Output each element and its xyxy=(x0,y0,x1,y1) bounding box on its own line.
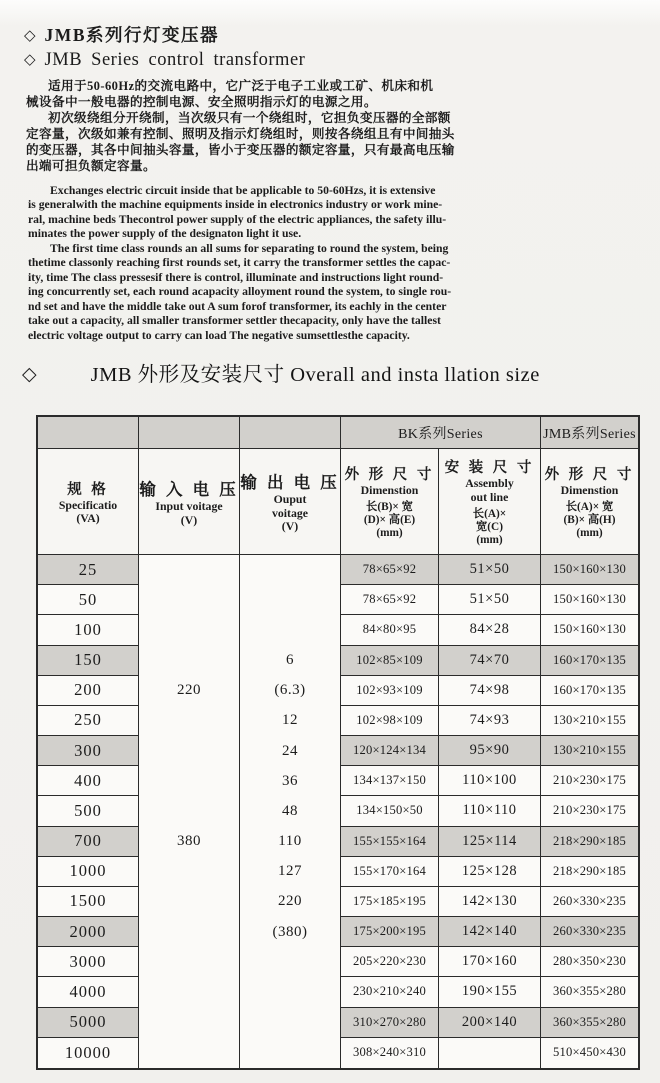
group-header-bk-series: BK系列Series xyxy=(341,417,541,448)
intro-zh-line: 适用于50-60Hz的交流电路中，它广泛于电子工业或工矿、机床和机 xyxy=(48,79,434,93)
assembly-outline-cell: 110×100 xyxy=(439,766,541,796)
assembly-outline-cell: 51×50 xyxy=(439,555,541,585)
size-table xyxy=(36,415,640,1070)
spec-cell: 400 xyxy=(38,766,139,796)
bk-dimension-cell: 84×80×95 xyxy=(341,615,439,645)
spec-cell: 300 xyxy=(38,736,139,766)
group-header-jmb-series: JMB系列Series xyxy=(543,426,636,442)
jmb-dimension-cell: 260×330×235 xyxy=(541,887,638,917)
output-voltage-value: 36 xyxy=(282,772,298,789)
section-title: JMB 外形及安装尺寸 Overall and insta llation size xyxy=(90,364,540,386)
spec-cell: 200 xyxy=(38,676,139,706)
assembly-outline-cell: 74×93 xyxy=(439,706,541,736)
jmb-dimension-cell: 130×210×155 xyxy=(541,706,638,736)
jmb-dimension-cell: 210×230×175 xyxy=(541,796,638,826)
intro-en-line: ral, machine beds Thecontrol power supply of the electric appliances, the safety illu- xyxy=(28,212,447,226)
bk-dimension-cell: 134×137×150 xyxy=(341,766,439,796)
assembly-outline-cell: 84×28 xyxy=(439,615,541,645)
output-voltage-value: 12 xyxy=(282,712,298,729)
intro-en-line: is generalwith the machine equipments inside in electronics industry or work mine- xyxy=(28,198,443,212)
jmb-dimension-cell: 360×355×280 xyxy=(541,1008,638,1038)
table-header-row xyxy=(38,449,638,555)
jmb-dimension-cell: 160×170×135 xyxy=(541,646,638,676)
group-header-blank xyxy=(240,417,341,448)
spec-cell: 1500 xyxy=(38,887,139,917)
bk-dimension-cell: 175×185×195 xyxy=(341,887,439,917)
col-header-assembly-outline: 安 装 尺 寸 Assembly out line 长(A)× 宽(C) (mm) xyxy=(439,449,541,554)
assembly-outline-cell: 110×110 xyxy=(439,796,541,826)
intro-en-line: ity, time The class pressesif there is control, illuminate and instructions light round- xyxy=(28,270,444,284)
intro-zh-line: 械设备中一般电器的控制电源、安全照明指示灯的电源之用。 xyxy=(26,94,377,109)
jmb-dimension-cell: 150×160×130 xyxy=(541,555,638,585)
output-voltage-value: 48 xyxy=(282,802,298,819)
output-voltage-value: 6 xyxy=(286,652,294,669)
bk-dimension-cell: 175×200×195 xyxy=(341,917,439,947)
intro-paragraph-en xyxy=(28,184,464,343)
section-heading xyxy=(22,357,540,387)
input-voltage-value: 380 xyxy=(177,833,201,850)
spec-cell: 1000 xyxy=(38,857,139,887)
group-header-blank xyxy=(38,417,139,448)
assembly-outline-cell: 170×160 xyxy=(439,947,541,977)
spec-cell: 500 xyxy=(38,796,139,826)
diamond-icon: ◇ xyxy=(22,364,37,385)
diamond-icon: ◇ xyxy=(24,52,36,68)
bk-dimension-cell: 310×270×280 xyxy=(341,1008,439,1038)
jmb-dimension-cell: 160×170×135 xyxy=(541,676,638,706)
intro-zh-line: 初次级绕组分开绕制，当次级只有一个绕组时，它担负变压器的全部额 xyxy=(48,110,451,125)
intro-paragraph-zh xyxy=(26,79,455,174)
output-voltage-column xyxy=(240,555,341,1068)
assembly-outline-cell: 125×114 xyxy=(439,827,541,857)
bk-dimension-cell: 134×150×50 xyxy=(341,796,439,826)
jmb-dimension-cell: 218×290×185 xyxy=(541,857,638,887)
bk-dimension-cell: 120×124×134 xyxy=(341,736,439,766)
bk-dimension-cell: 230×210×240 xyxy=(341,977,439,1007)
bk-dimension-cell: 102×85×109 xyxy=(341,646,439,676)
main-title-en: JMB Series control transformer xyxy=(44,50,306,70)
assembly-outline-cell: 142×140 xyxy=(439,917,541,947)
spec-cell: 700 xyxy=(38,827,139,857)
output-voltage-value: 24 xyxy=(282,742,298,759)
spec-cell: 50 xyxy=(38,585,139,615)
bk-dimension-cell: 155×170×164 xyxy=(341,857,439,887)
intro-en-line: electric voltage output to carry can load The negative sumsettlesthe capacity. xyxy=(28,328,410,342)
jmb-dimension-cell: 210×230×175 xyxy=(541,766,638,796)
col-header-bk-dimension: 外 形 尺 寸 Dimenstion 长(B)× 宽 (D)× 高(E) (mm) xyxy=(341,449,439,554)
intro-zh-line: 出端可担负额定容量。 xyxy=(26,158,156,173)
main-title-zh: JMB系列行灯变压器 xyxy=(44,25,219,45)
spec-cell: 2000 xyxy=(38,917,139,947)
assembly-outline-cell: 95×90 xyxy=(439,736,541,766)
jmb-dimension-cell: 280×350×230 xyxy=(541,947,638,977)
intro-en-line: thetime classonly reaching first rounds set, it carry the transformer settles the capac- xyxy=(28,256,451,270)
assembly-outline-cell: 74×70 xyxy=(439,646,541,676)
output-voltage-value: (6.3) xyxy=(274,682,306,699)
page-titles xyxy=(24,22,305,74)
jmb-dimension-cell: 360×355×280 xyxy=(541,977,638,1007)
assembly-outline-cell: 125×128 xyxy=(439,857,541,887)
jmb-dimension-cell: 218×290×185 xyxy=(541,827,638,857)
bk-dimension-cell: 102×98×109 xyxy=(341,706,439,736)
spec-cell: 150 xyxy=(38,646,139,676)
input-voltage-value: 220 xyxy=(177,682,201,699)
col-header-input-voltage: 输 入 电 压 Input voitage (V) xyxy=(139,449,240,554)
assembly-outline-cell: 51×50 xyxy=(439,585,541,615)
bk-dimension-cell: 205×220×230 xyxy=(341,947,439,977)
intro-en-line: nd set and have the middle take out A sum forof transformer, its eachly in the center xyxy=(28,299,447,313)
jmb-dimension-cell: 510×450×430 xyxy=(541,1038,638,1068)
col-header-output-voltage: 输 出 电 压 Ouput voitage (V) xyxy=(240,449,341,554)
spec-cell: 100 xyxy=(38,615,139,645)
spec-cell: 3000 xyxy=(38,947,139,977)
intro-en-line: ing concurrently set, each round acapacity alloyment round the system, to single rou- xyxy=(28,285,452,299)
main-title-en-row xyxy=(24,50,305,71)
bk-dimension-cell: 78×65×92 xyxy=(341,585,439,615)
bk-dimension-cell: 155×155×164 xyxy=(341,827,439,857)
jmb-dimension-cell: 260×330×235 xyxy=(541,917,638,947)
intro-en-line: take out a capacity, all smaller transformer settler thecapacity, only have the tallest xyxy=(28,314,441,328)
assembly-outline-cell: 200×140 xyxy=(439,1008,541,1038)
input-voltage-column xyxy=(139,555,240,1068)
spec-cell: 25 xyxy=(38,555,139,585)
assembly-outline-cell xyxy=(439,1038,541,1068)
assembly-outline-cell: 142×130 xyxy=(439,887,541,917)
assembly-outline-cell: 74×98 xyxy=(439,676,541,706)
intro-en-line: minates the power supply of the designaton light it use. xyxy=(28,227,302,241)
output-voltage-value: 127 xyxy=(278,863,302,880)
table-body xyxy=(38,555,638,1068)
spec-cell: 10000 xyxy=(38,1038,139,1068)
intro-zh-line: 定容量，次级如兼有控制、照明及指示灯绕组时，则按各绕组且有中间抽头 xyxy=(26,126,455,141)
col-header-jmb-dimension: 外 形 尺 寸 Dimenstion 长(A)× 宽 (B)× 高(H) (mm) xyxy=(544,466,635,540)
spec-cell: 4000 xyxy=(38,977,139,1007)
intro-en-line: Exchanges electric circuit inside that be applicable to 50-60Hzs, it is extensive xyxy=(50,184,436,197)
output-voltage-value: 220 xyxy=(278,893,302,910)
table-group-header-row xyxy=(38,417,638,449)
assembly-outline-cell: 190×155 xyxy=(439,977,541,1007)
bk-dimension-cell: 308×240×310 xyxy=(341,1038,439,1068)
jmb-dimension-cell: 130×210×155 xyxy=(541,736,638,766)
jmb-dimension-cell: 150×160×130 xyxy=(541,585,638,615)
intro-zh-line: 的变压器，其各中间抽头容量，皆小于变压器的额定容量，只有最高电压输 xyxy=(26,142,455,157)
intro-en-line: The first time class rounds an all sums for separating to round the system, being xyxy=(50,241,449,255)
bk-dimension-cell: 102×93×109 xyxy=(341,676,439,706)
jmb-dimension-cell: 150×160×130 xyxy=(541,615,638,645)
diamond-icon: ◇ xyxy=(24,28,36,44)
col-header-spec: 规 格 Specificatio (VA) xyxy=(38,449,139,554)
bk-dimension-cell: 78×65×92 xyxy=(341,555,439,585)
main-title-zh-row xyxy=(24,22,305,47)
output-voltage-value: (380) xyxy=(272,923,308,940)
group-header-blank xyxy=(139,417,240,448)
output-voltage-value: 110 xyxy=(278,833,302,850)
spec-cell: 250 xyxy=(38,706,139,736)
spec-cell: 5000 xyxy=(38,1008,139,1038)
